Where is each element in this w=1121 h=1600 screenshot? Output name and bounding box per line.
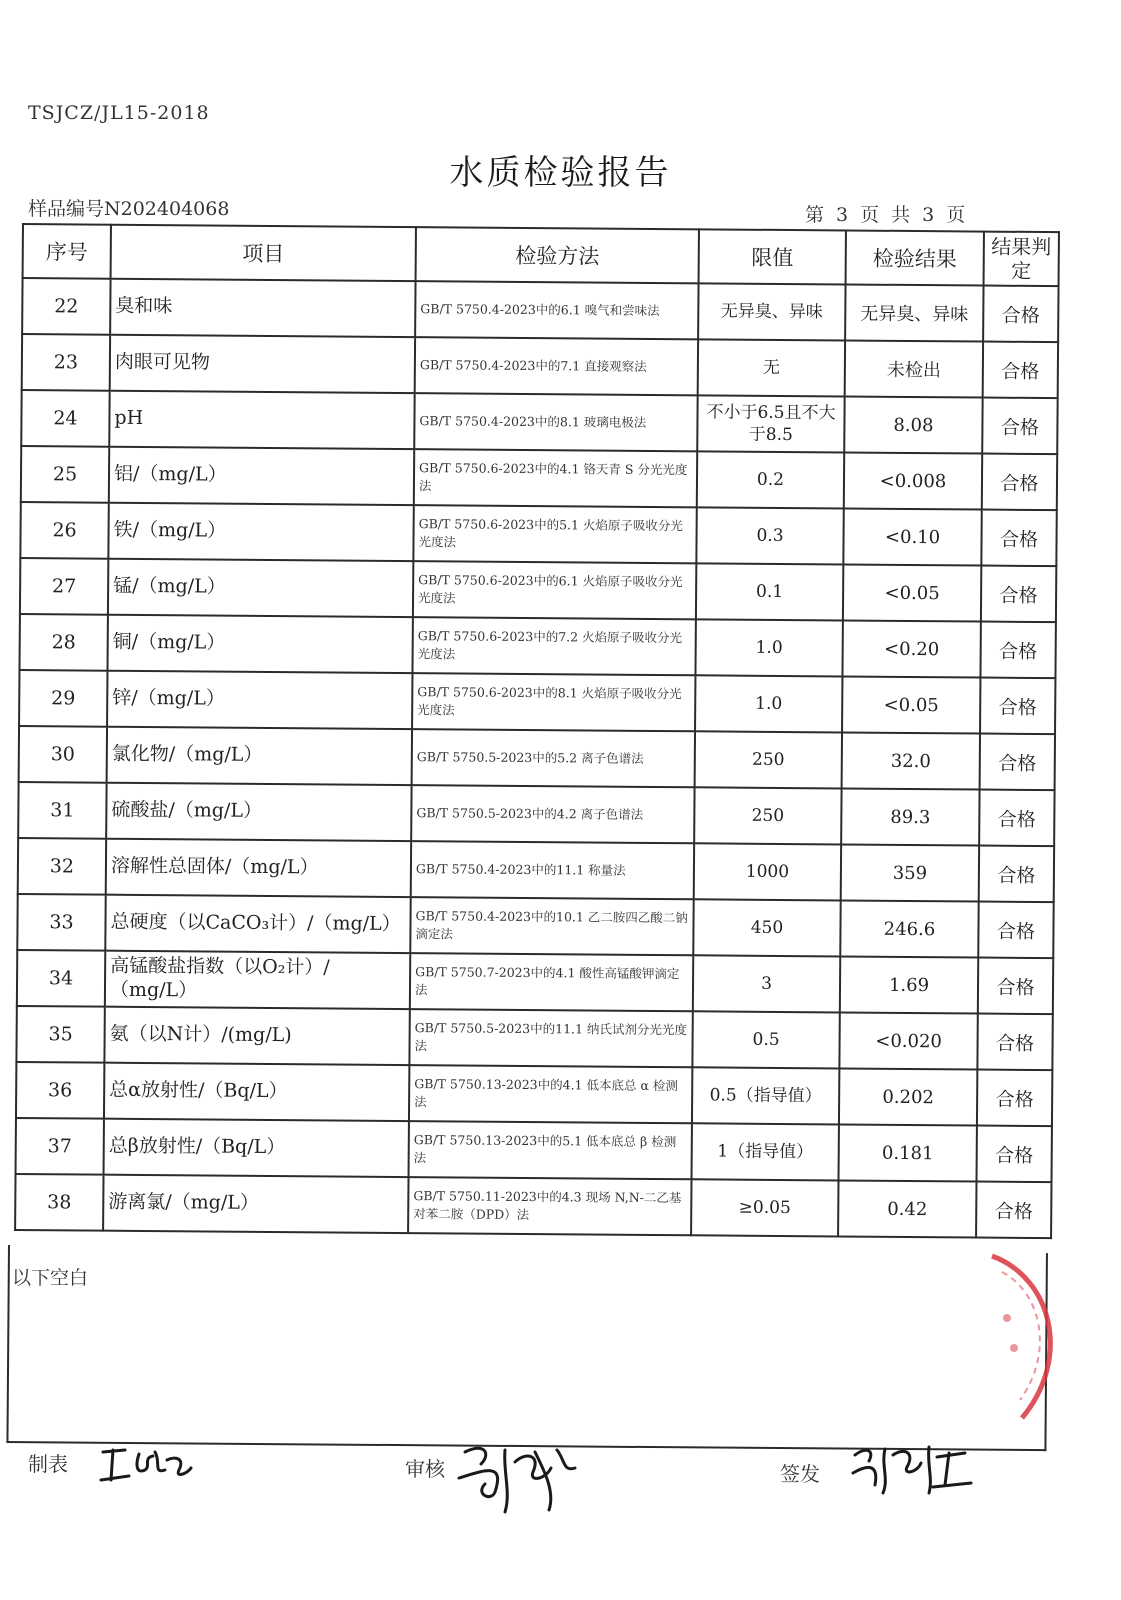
row-item: 氯化物/（mg/L） — [107, 727, 412, 785]
row-item: 总硬度（以CaCO₃计）/（mg/L） — [105, 895, 410, 953]
row-result: <0.008 — [844, 452, 982, 509]
table-row — [20, 502, 1056, 566]
row-method: GB/T 5750.5-2023中的4.2 离子色谱法 — [411, 785, 694, 843]
row-number: 32 — [18, 838, 106, 895]
row-item: 铁/（mg/L） — [108, 503, 413, 561]
table-row — [20, 558, 1056, 622]
row-number: 25 — [21, 446, 109, 503]
row-result: 无异臭、异味 — [845, 284, 983, 341]
row-method: GB/T 5750.11-2023中的4.3 现场 N,N-二乙基对苯二胺（DPD）法 — [408, 1177, 691, 1235]
row-limit: 0.3 — [696, 507, 843, 564]
row-limit: 0.5 — [692, 1011, 839, 1068]
table-row — [16, 1006, 1052, 1070]
row-limit: 1（指导值） — [692, 1123, 839, 1180]
blank-note: 以下空白 — [12, 1267, 89, 1289]
table-row — [19, 670, 1055, 734]
row-judgement: 合格 — [976, 1182, 1051, 1239]
row-result: <0.20 — [842, 620, 980, 677]
page-total: 3 — [922, 204, 935, 226]
row-method: GB/T 5750.4-2023中的7.1 直接观察法 — [415, 337, 698, 395]
document-code: TSJCZ/JL15-2018 — [28, 102, 210, 124]
row-item: 锰/（mg/L） — [108, 559, 413, 617]
row-number: 37 — [16, 1118, 104, 1175]
row-limit: 250 — [695, 731, 842, 788]
header-result: 检验结果 — [846, 230, 984, 285]
header-judge: 结果判定 — [984, 232, 1059, 287]
page-label-ye2: 页 — [946, 204, 966, 226]
table-row — [19, 614, 1055, 678]
row-method: GB/T 5750.13-2023中的4.1 低本底总 α 检测法 — [409, 1065, 692, 1123]
row-result: 0.181 — [839, 1124, 977, 1181]
row-result: 1.69 — [840, 956, 978, 1013]
row-judgement: 合格 — [979, 790, 1054, 847]
row-method: GB/T 5750.6-2023中的6.1 火焰原子吸收分光光度法 — [413, 561, 696, 619]
row-method: GB/T 5750.4-2023中的8.1 玻璃电极法 — [414, 393, 697, 451]
row-method: GB/T 5750.13-2023中的5.1 低本底总 β 检测法 — [409, 1121, 692, 1179]
row-limit: 无 — [698, 339, 845, 396]
row-number: 27 — [20, 558, 108, 615]
row-method: GB/T 5750.6-2023中的4.1 铬天青 S 分光光度法 — [414, 449, 697, 507]
row-item: 锌/（mg/L） — [107, 671, 412, 729]
row-number: 36 — [16, 1062, 104, 1119]
row-result: <0.020 — [839, 1012, 977, 1069]
row-result: 未检出 — [845, 340, 983, 397]
row-result: 246.6 — [840, 900, 978, 957]
official-stamp — [962, 1248, 1072, 1428]
row-result: 0.202 — [839, 1068, 977, 1125]
row-limit: 450 — [693, 899, 840, 956]
table-row — [17, 894, 1053, 958]
row-judgement: 合格 — [981, 510, 1056, 567]
row-number: 35 — [16, 1006, 104, 1063]
row-number: 29 — [19, 670, 107, 727]
header-limit: 限值 — [699, 229, 846, 284]
row-limit: 无异臭、异味 — [698, 283, 845, 340]
row-item: 肉眼可见物 — [110, 335, 415, 393]
row-limit: 不小于6.5且不大于8.5 — [697, 395, 844, 452]
row-item: 溶解性总固体/（mg/L） — [106, 839, 411, 897]
row-number: 34 — [17, 950, 105, 1007]
row-result: <0.05 — [843, 564, 981, 621]
row-item: 铝/（mg/L） — [109, 447, 414, 505]
row-judgement: 合格 — [979, 846, 1054, 903]
row-judgement: 合格 — [977, 1014, 1052, 1071]
row-judgement: 合格 — [983, 286, 1058, 343]
row-method: GB/T 5750.4-2023中的11.1 称量法 — [411, 841, 694, 899]
header-no: 序号 — [23, 224, 111, 279]
row-result: 8.08 — [844, 396, 982, 453]
row-number: 26 — [20, 502, 108, 559]
row-judgement: 合格 — [978, 902, 1053, 959]
row-judgement: 合格 — [982, 454, 1057, 511]
row-item: 高锰酸盐指数（以O₂计）/（mg/L） — [105, 951, 410, 1009]
report-title: 水质检验报告 — [449, 153, 672, 193]
table-row — [18, 838, 1054, 902]
page-indicator — [805, 200, 977, 227]
maker-signature — [95, 1440, 195, 1490]
table-header-row — [23, 224, 1059, 286]
row-result: 32.0 — [842, 732, 980, 789]
row-number: 22 — [22, 278, 110, 335]
row-item: 氨（以N计）/(mg/L) — [104, 1007, 409, 1065]
table-row — [19, 726, 1055, 790]
table-row — [16, 1062, 1052, 1126]
row-result: 89.3 — [841, 788, 979, 845]
row-item: 臭和味 — [110, 279, 415, 337]
page-label-di: 第 — [805, 204, 825, 226]
row-number: 24 — [21, 390, 109, 447]
row-judgement: 合格 — [977, 1070, 1052, 1127]
page-current: 3 — [836, 204, 849, 226]
table-row — [15, 1174, 1051, 1238]
row-limit: 1.0 — [695, 675, 842, 732]
sample-number: 样品编号N202404068 — [28, 198, 230, 220]
table-row — [22, 334, 1058, 398]
table-row — [17, 950, 1053, 1014]
row-number: 28 — [19, 614, 107, 671]
row-method: GB/T 5750.7-2023中的4.1 酸性高锰酸钾滴定法 — [410, 953, 693, 1011]
header-method: 检验方法 — [416, 227, 699, 283]
row-number: 30 — [19, 726, 107, 783]
row-judgement: 合格 — [982, 398, 1057, 455]
maker-label: 制表 — [28, 1452, 68, 1476]
row-judgement: 合格 — [980, 622, 1055, 679]
row-limit: 1000 — [694, 843, 841, 900]
footer-box — [6, 1245, 1048, 1451]
row-judgement: 合格 — [981, 566, 1056, 623]
row-number: 31 — [18, 782, 106, 839]
row-judgement: 合格 — [978, 958, 1053, 1015]
row-method: GB/T 5750.6-2023中的7.2 火焰原子吸收分光光度法 — [412, 617, 695, 675]
row-result: 0.42 — [838, 1180, 976, 1237]
table-row — [22, 278, 1058, 342]
row-item: 铜/（mg/L） — [107, 615, 412, 673]
page-label-gong: 共 — [891, 204, 911, 226]
row-number: 38 — [15, 1174, 103, 1231]
row-limit: 0.1 — [696, 563, 843, 620]
table-row — [21, 390, 1057, 454]
row-result: <0.10 — [843, 508, 981, 565]
row-result: 359 — [841, 844, 979, 901]
issuer-signature — [845, 1435, 975, 1500]
header-item: 项目 — [111, 225, 416, 281]
row-limit: 0.5（指导值） — [692, 1067, 839, 1124]
issuer-label: 签发 — [780, 1462, 820, 1486]
row-method: GB/T 5750.5-2023中的5.2 离子色谱法 — [412, 729, 695, 787]
row-judgement: 合格 — [980, 734, 1055, 791]
table-row — [21, 446, 1057, 510]
reviewer-signature — [445, 1432, 585, 1517]
row-item: pH — [109, 391, 414, 449]
reviewer-label: 审核 — [405, 1457, 445, 1481]
results-table — [14, 223, 1060, 1239]
row-limit: 250 — [694, 787, 841, 844]
row-method: GB/T 5750.6-2023中的8.1 火焰原子吸收分光光度法 — [412, 673, 695, 731]
row-limit: 3 — [693, 955, 840, 1012]
row-method: GB/T 5750.6-2023中的5.1 火焰原子吸收分光光度法 — [413, 505, 696, 563]
row-item: 硫酸盐/（mg/L） — [106, 783, 411, 841]
row-judgement: 合格 — [980, 678, 1055, 735]
row-number: 23 — [22, 334, 110, 391]
row-number: 33 — [17, 894, 105, 951]
row-item: 总α放射性/（Bq/L） — [104, 1063, 409, 1121]
row-limit: 0.2 — [697, 451, 844, 508]
row-result: <0.05 — [842, 676, 980, 733]
table-row — [18, 782, 1054, 846]
table-row — [16, 1118, 1052, 1182]
page-label-ye: 页 — [860, 204, 880, 226]
row-judgement: 合格 — [983, 342, 1058, 399]
row-method: GB/T 5750.5-2023中的11.1 纳氏试剂分光光度法 — [409, 1009, 692, 1067]
row-method: GB/T 5750.4-2023中的6.1 嗅气和尝味法 — [415, 281, 698, 339]
row-method: GB/T 5750.4-2023中的10.1 乙二胺四乙酸二钠滴定法 — [410, 897, 693, 955]
row-limit: ≥0.05 — [691, 1179, 838, 1236]
row-judgement: 合格 — [977, 1126, 1052, 1183]
row-limit: 1.0 — [695, 619, 842, 676]
row-item: 总β放射性/（Bq/L） — [104, 1119, 409, 1177]
row-item: 游离氯/（mg/L） — [103, 1175, 408, 1233]
